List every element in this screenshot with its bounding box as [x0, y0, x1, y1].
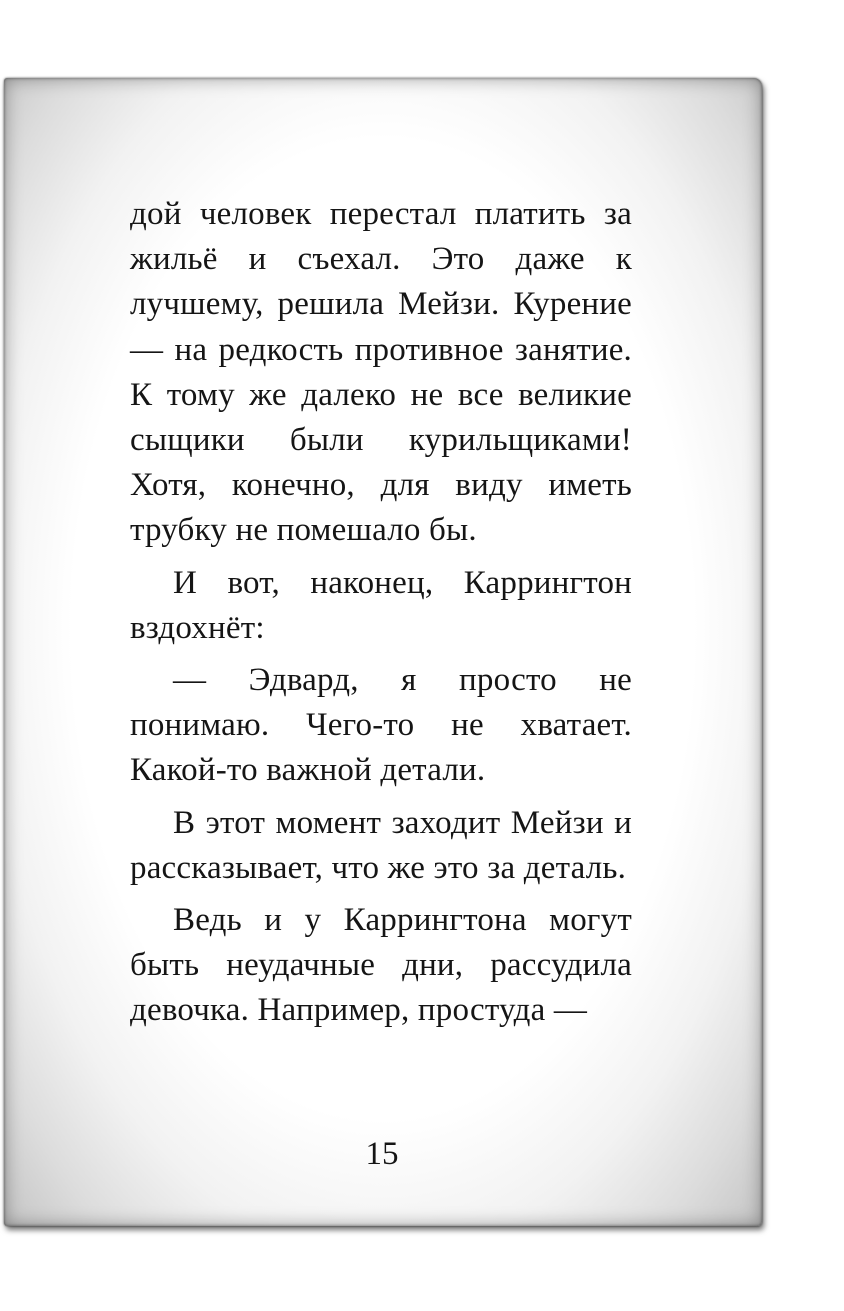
paragraph-dialogue: — Эдвард, я просто не понимаю. Чего-то не хватает. Какой-то важной детали.	[130, 662, 632, 789]
paragraph: В этот момент заходит Мейзи и рассказывает, что же это за деталь.	[130, 804, 632, 886]
body-text	[130, 192, 632, 1041]
paragraph: Ведь и у Каррингтона могут быть неудачные дни, рассудила девочка. Например, простуда —	[130, 902, 632, 1029]
paragraph-continuation: дой человек перестал платить за жильё и съехал. Это даже к лучшему, решила Мейзи. Курение — на редкость противное занятие. К тому же далеко не все великие сыщики были курильщиками! Хотя, конечно, для виду иметь трубку не помешало бы.	[130, 196, 632, 549]
page-number: 15	[365, 1136, 399, 1172]
paragraph: И вот, наконец, Каррингтон вздохнёт:	[130, 564, 632, 646]
